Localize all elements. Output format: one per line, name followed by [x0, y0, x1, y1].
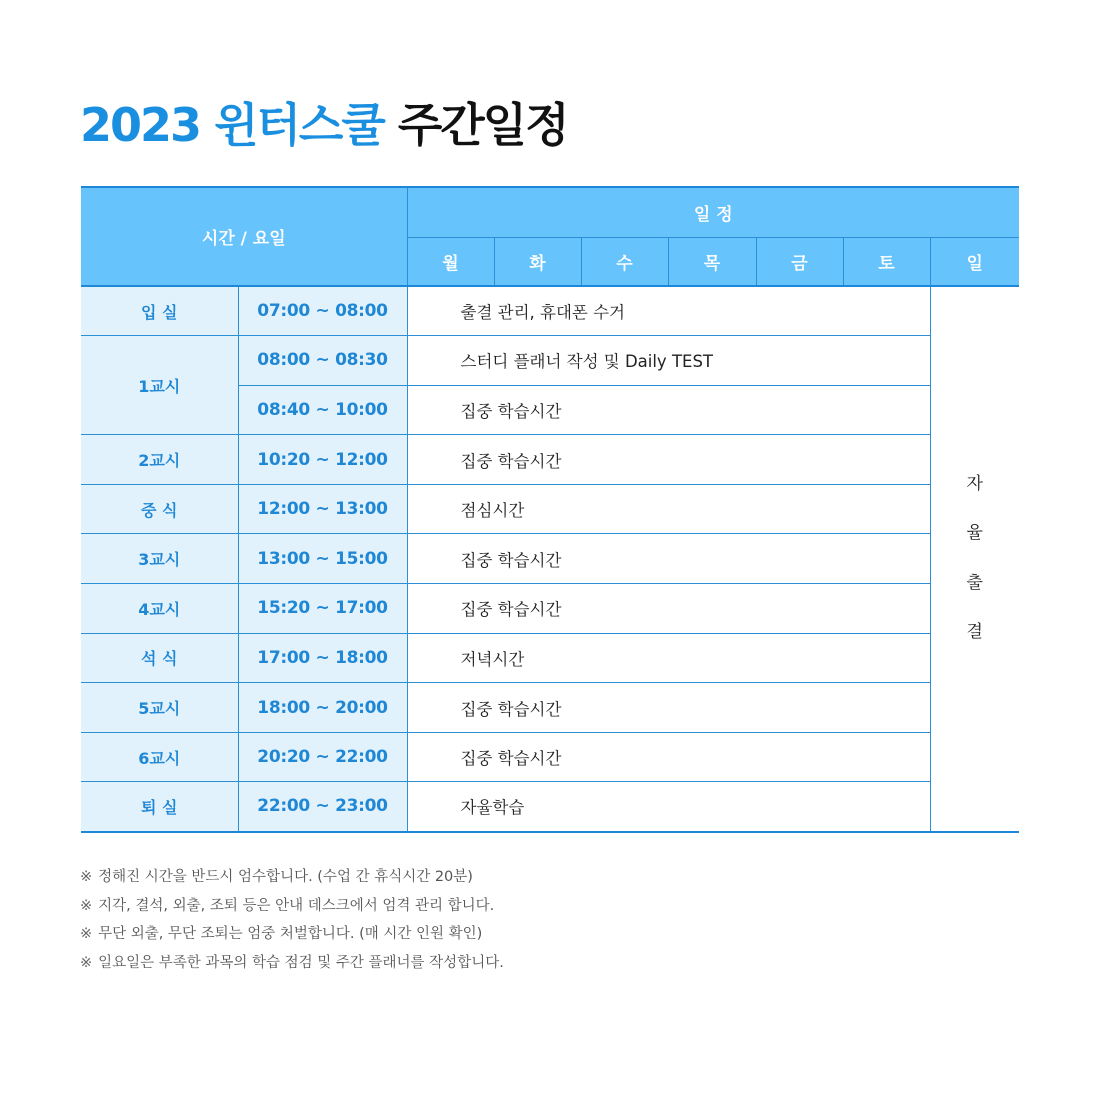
period-cell: 4교시	[81, 584, 238, 634]
note-text: 지각, 결석, 외출, 조퇴 등은 안내 데스크에서 엄격 관리 합니다.	[98, 897, 495, 914]
table-row	[81, 484, 1019, 534]
note-mark: ※	[80, 869, 93, 885]
activity-cell: 집중 학습시간	[407, 534, 930, 584]
header-schedule	[407, 187, 1019, 237]
period-cell: 입 실	[81, 286, 238, 336]
period-cell: 중 식	[81, 484, 238, 534]
period-cell: 2교시	[81, 435, 238, 485]
period-cell: 6교시	[81, 732, 238, 782]
activity-cell: 점심시간	[407, 484, 930, 534]
table-row	[81, 633, 1019, 683]
time-cell: 10:20 ~ 12:00	[238, 435, 407, 485]
period-cell: 1교시	[81, 336, 238, 435]
day-header-sun: 일	[930, 237, 1019, 286]
activity-cell: 자율학습	[407, 782, 930, 832]
note-text: 정해진 시간을 반드시 엄수합니다. (수업 간 휴식시간 20분)	[98, 869, 473, 885]
header-time-day	[81, 187, 407, 286]
sunday-cell	[930, 286, 1019, 832]
time-cell: 07:00 ~ 08:00	[238, 286, 407, 336]
note-item	[80, 920, 980, 949]
activity-cell: 출결 관리, 휴대폰 수거	[407, 286, 930, 336]
page-title	[80, 92, 568, 158]
title-blue-part: 2023 윈터스쿨	[80, 98, 384, 152]
day-header-mon: 월	[407, 237, 494, 286]
day-header-wed: 수	[581, 237, 668, 286]
day-header-tue: 화	[494, 237, 581, 286]
time-cell: 12:00 ~ 13:00	[238, 484, 407, 534]
time-cell: 08:40 ~ 10:00	[238, 385, 407, 435]
table-row	[81, 683, 1019, 733]
table-row	[81, 435, 1019, 485]
activity-cell: 집중 학습시간	[407, 683, 930, 733]
period-cell: 석 식	[81, 633, 238, 683]
period-cell: 5교시	[81, 683, 238, 733]
header-schedule-label: 일 정	[693, 204, 733, 225]
header-time-day-label: 시간 / 요일	[201, 229, 286, 249]
title-dark-part: 주간일정	[397, 98, 568, 152]
table-row	[81, 584, 1019, 634]
time-cell: 18:00 ~ 20:00	[238, 683, 407, 733]
day-header-fri: 금	[756, 237, 843, 286]
activity-cell: 집중 학습시간	[407, 385, 930, 435]
time-cell: 17:00 ~ 18:00	[238, 633, 407, 683]
period-cell: 3교시	[81, 534, 238, 584]
day-header-thu: 목	[668, 237, 756, 286]
table-row	[81, 336, 1019, 386]
weekly-schedule-table	[81, 186, 1019, 833]
time-cell: 15:20 ~ 17:00	[238, 584, 407, 634]
period-cell: 퇴 실	[81, 782, 238, 832]
activity-cell: 스터디 플래너 작성 및 Daily TEST	[407, 336, 930, 386]
table-row	[81, 534, 1019, 584]
sunday-char: 율	[966, 523, 983, 544]
note-item	[80, 863, 980, 892]
note-mark: ※	[80, 954, 93, 971]
sunday-char: 결	[966, 622, 983, 643]
time-cell: 08:00 ~ 08:30	[238, 336, 407, 386]
time-cell: 13:00 ~ 15:00	[238, 534, 407, 584]
time-cell: 20:20 ~ 22:00	[238, 732, 407, 782]
table-row	[81, 782, 1019, 832]
note-text: 무단 외출, 무단 조퇴는 엄중 처벌합니다. (매 시간 인원 확인)	[98, 926, 483, 942]
activity-cell: 집중 학습시간	[407, 584, 930, 634]
note-item	[80, 892, 980, 921]
note-mark: ※	[80, 897, 93, 914]
note-mark: ※	[80, 926, 93, 942]
table-row	[81, 732, 1019, 782]
activity-cell: 집중 학습시간	[407, 435, 930, 485]
activity-cell: 저녁시간	[407, 633, 930, 683]
note-text: 일요일은 부족한 과목의 학습 점검 및 주간 플래너를 작성합니다.	[98, 954, 504, 971]
notes-list	[80, 863, 980, 977]
table-row	[81, 286, 1019, 336]
sunday-char: 자	[966, 473, 983, 494]
time-cell: 22:00 ~ 23:00	[238, 782, 407, 832]
note-item	[80, 949, 980, 978]
sunday-char: 출	[966, 572, 983, 593]
activity-cell: 집중 학습시간	[407, 732, 930, 782]
day-header-sat: 토	[843, 237, 930, 286]
